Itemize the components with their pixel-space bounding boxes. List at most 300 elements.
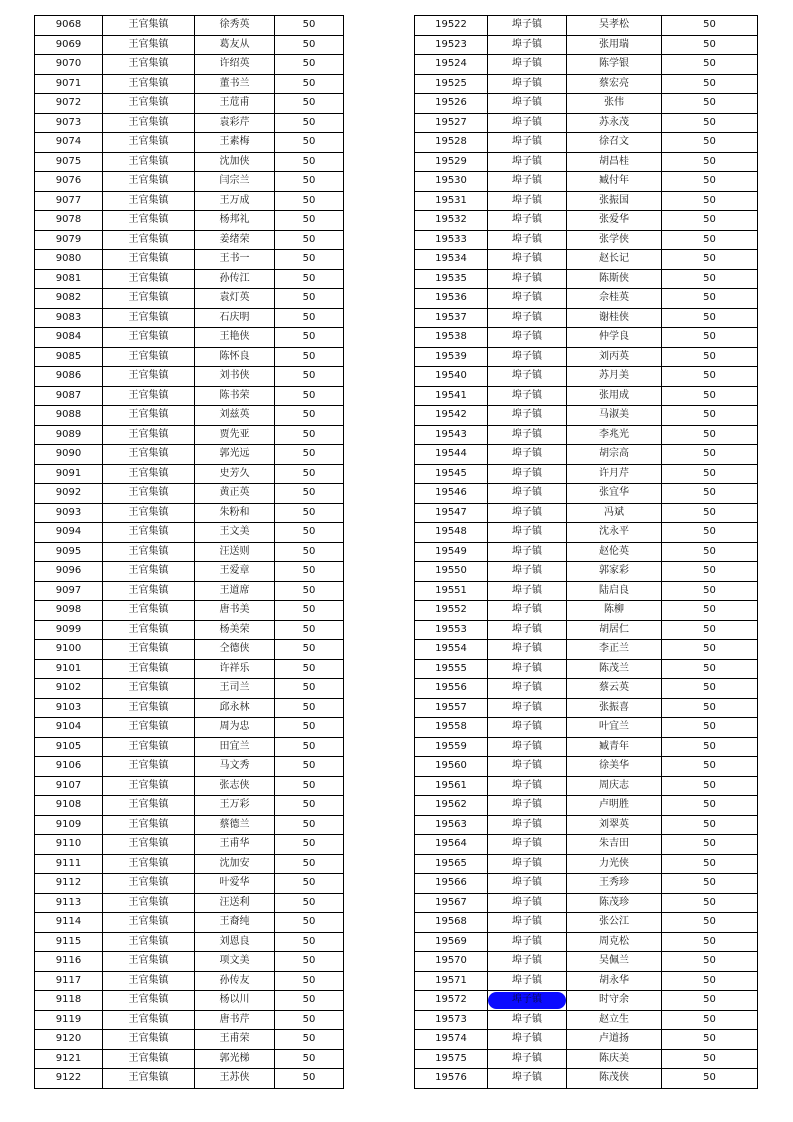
amount-cell: 50 bbox=[275, 776, 344, 796]
person-name-cell: 沈永平 bbox=[567, 523, 662, 543]
record-number-cell: 9092 bbox=[35, 484, 103, 504]
record-number-cell: 9079 bbox=[35, 230, 103, 250]
record-number-cell: 9091 bbox=[35, 464, 103, 484]
table-row bbox=[415, 94, 758, 114]
person-name-cell: 郭家彩 bbox=[567, 562, 662, 582]
amount-cell: 50 bbox=[662, 718, 758, 738]
record-number-cell: 19572 bbox=[415, 991, 488, 1011]
amount-cell: 50 bbox=[662, 133, 758, 153]
amount-cell: 50 bbox=[662, 211, 758, 231]
table-row bbox=[35, 523, 344, 543]
record-number-cell: 19541 bbox=[415, 386, 488, 406]
town-cell: 王官集镇 bbox=[103, 425, 195, 445]
person-name-cell: 黄正英 bbox=[195, 484, 275, 504]
table-row bbox=[415, 211, 758, 231]
record-number-cell: 9089 bbox=[35, 425, 103, 445]
amount-cell: 50 bbox=[275, 854, 344, 874]
person-name-cell: 周庆志 bbox=[567, 776, 662, 796]
amount-cell: 50 bbox=[662, 679, 758, 699]
person-name-cell: 姜绪荣 bbox=[195, 230, 275, 250]
town-cell: 埠子镇 bbox=[488, 230, 567, 250]
town-cell bbox=[488, 991, 567, 1011]
town-cell: 埠子镇 bbox=[488, 620, 567, 640]
town-cell: 王官集镇 bbox=[103, 991, 195, 1011]
amount-cell: 50 bbox=[662, 757, 758, 777]
town-cell: 王官集镇 bbox=[103, 523, 195, 543]
table-row bbox=[415, 386, 758, 406]
amount-cell: 50 bbox=[275, 289, 344, 309]
table-row bbox=[35, 971, 344, 991]
amount-cell: 50 bbox=[662, 913, 758, 933]
person-name-cell: 卢明胜 bbox=[567, 796, 662, 816]
amount-cell: 50 bbox=[275, 55, 344, 75]
record-number-cell: 19550 bbox=[415, 562, 488, 582]
person-name-cell: 汪送利 bbox=[195, 893, 275, 913]
town-cell: 王官集镇 bbox=[103, 932, 195, 952]
record-number-cell: 9068 bbox=[35, 16, 103, 36]
table-row bbox=[415, 152, 758, 172]
town-cell: 埠子镇 bbox=[488, 815, 567, 835]
person-name-cell: 张振国 bbox=[567, 191, 662, 211]
town-cell: 王官集镇 bbox=[103, 718, 195, 738]
record-number-cell: 19564 bbox=[415, 835, 488, 855]
amount-cell: 50 bbox=[662, 464, 758, 484]
table-row bbox=[415, 172, 758, 192]
amount-cell: 50 bbox=[275, 367, 344, 387]
record-number-cell: 19551 bbox=[415, 581, 488, 601]
record-number-cell: 19538 bbox=[415, 328, 488, 348]
record-number-cell: 19536 bbox=[415, 289, 488, 309]
record-number-cell: 19522 bbox=[415, 16, 488, 36]
amount-cell: 50 bbox=[275, 640, 344, 660]
amount-cell: 50 bbox=[275, 503, 344, 523]
table-row bbox=[35, 74, 344, 94]
town-cell: 王官集镇 bbox=[103, 815, 195, 835]
town-cell: 王官集镇 bbox=[103, 445, 195, 465]
record-number-cell: 19560 bbox=[415, 757, 488, 777]
person-name-cell: 陈茂珍 bbox=[567, 893, 662, 913]
person-name-cell: 时守余 bbox=[567, 991, 662, 1011]
record-number-cell: 19552 bbox=[415, 601, 488, 621]
record-number-cell: 19567 bbox=[415, 893, 488, 913]
town-cell: 王官集镇 bbox=[103, 211, 195, 231]
town-cell: 王官集镇 bbox=[103, 796, 195, 816]
town-cell: 埠子镇 bbox=[488, 581, 567, 601]
table-row bbox=[35, 581, 344, 601]
table-row bbox=[415, 425, 758, 445]
record-number-cell: 19529 bbox=[415, 152, 488, 172]
table-row bbox=[415, 464, 758, 484]
record-number-cell: 9121 bbox=[35, 1049, 103, 1069]
record-number-cell: 9114 bbox=[35, 913, 103, 933]
person-name-cell: 佘桂英 bbox=[567, 289, 662, 309]
town-cell: 埠子镇 bbox=[488, 347, 567, 367]
amount-cell: 50 bbox=[662, 503, 758, 523]
table-row bbox=[35, 913, 344, 933]
record-number-cell: 9104 bbox=[35, 718, 103, 738]
amount-cell: 50 bbox=[662, 698, 758, 718]
record-number-cell: 19524 bbox=[415, 55, 488, 75]
person-name-cell: 马淑美 bbox=[567, 406, 662, 426]
record-number-cell: 9093 bbox=[35, 503, 103, 523]
person-name-cell: 张志侠 bbox=[195, 776, 275, 796]
record-number-cell: 19527 bbox=[415, 113, 488, 133]
amount-cell: 50 bbox=[275, 94, 344, 114]
amount-cell: 50 bbox=[275, 1049, 344, 1069]
town-cell: 王官集镇 bbox=[103, 1069, 195, 1089]
amount-cell: 50 bbox=[275, 757, 344, 777]
town-cell: 王官集镇 bbox=[103, 659, 195, 679]
town-cell: 埠子镇 bbox=[488, 659, 567, 679]
record-number-cell: 9110 bbox=[35, 835, 103, 855]
person-name-cell: 苏月美 bbox=[567, 367, 662, 387]
record-number-cell: 19575 bbox=[415, 1049, 488, 1069]
town-cell: 王官集镇 bbox=[103, 562, 195, 582]
town-cell: 王官集镇 bbox=[103, 893, 195, 913]
town-cell: 埠子镇 bbox=[488, 835, 567, 855]
table-row bbox=[35, 230, 344, 250]
table-row bbox=[415, 503, 758, 523]
table-row bbox=[35, 308, 344, 328]
table-row bbox=[35, 562, 344, 582]
record-number-cell: 19543 bbox=[415, 425, 488, 445]
town-cell: 埠子镇 bbox=[488, 1049, 567, 1069]
amount-cell: 50 bbox=[662, 172, 758, 192]
person-name-cell: 王司兰 bbox=[195, 679, 275, 699]
table-row bbox=[35, 425, 344, 445]
town-cell: 埠子镇 bbox=[488, 16, 567, 36]
person-name-cell: 石庆明 bbox=[195, 308, 275, 328]
town-cell: 埠子镇 bbox=[488, 367, 567, 387]
person-name-cell: 徐美华 bbox=[567, 757, 662, 777]
table-row bbox=[415, 347, 758, 367]
amount-cell: 50 bbox=[275, 425, 344, 445]
table-row bbox=[415, 367, 758, 387]
amount-cell: 50 bbox=[662, 952, 758, 972]
table-row bbox=[35, 796, 344, 816]
person-name-cell: 赵伦英 bbox=[567, 542, 662, 562]
town-cell: 王官集镇 bbox=[103, 74, 195, 94]
table-row bbox=[415, 620, 758, 640]
record-number-cell: 19548 bbox=[415, 523, 488, 543]
table-row bbox=[35, 815, 344, 835]
table-row bbox=[35, 718, 344, 738]
record-number-cell: 9095 bbox=[35, 542, 103, 562]
amount-cell: 50 bbox=[662, 367, 758, 387]
record-number-cell: 9100 bbox=[35, 640, 103, 660]
town-cell: 王官集镇 bbox=[103, 230, 195, 250]
table-row bbox=[35, 445, 344, 465]
amount-cell: 50 bbox=[275, 308, 344, 328]
table-row bbox=[35, 289, 344, 309]
amount-cell: 50 bbox=[662, 406, 758, 426]
record-number-cell: 19539 bbox=[415, 347, 488, 367]
town-cell: 埠子镇 bbox=[488, 562, 567, 582]
amount-cell: 50 bbox=[662, 113, 758, 133]
amount-cell: 50 bbox=[275, 328, 344, 348]
amount-cell: 50 bbox=[662, 893, 758, 913]
person-name-cell: 董书兰 bbox=[195, 74, 275, 94]
record-number-cell: 19568 bbox=[415, 913, 488, 933]
person-name-cell: 徐秀英 bbox=[195, 16, 275, 36]
town-cell: 埠子镇 bbox=[488, 152, 567, 172]
person-name-cell: 孙传友 bbox=[195, 971, 275, 991]
record-number-cell: 19525 bbox=[415, 74, 488, 94]
record-number-cell: 9115 bbox=[35, 932, 103, 952]
town-cell: 王官集镇 bbox=[103, 464, 195, 484]
person-name-cell: 陈学银 bbox=[567, 55, 662, 75]
town-cell: 埠子镇 bbox=[488, 796, 567, 816]
table-row bbox=[415, 55, 758, 75]
record-number-cell: 9102 bbox=[35, 679, 103, 699]
town-cell: 王官集镇 bbox=[103, 854, 195, 874]
table-row bbox=[415, 250, 758, 270]
person-name-cell: 杨邦礼 bbox=[195, 211, 275, 231]
town-cell: 埠子镇 bbox=[488, 854, 567, 874]
person-name-cell: 王文美 bbox=[195, 523, 275, 543]
record-number-cell: 9081 bbox=[35, 269, 103, 289]
table-row bbox=[415, 1030, 758, 1050]
person-name-cell: 谢桂侠 bbox=[567, 308, 662, 328]
amount-cell: 50 bbox=[275, 874, 344, 894]
record-number-cell: 9111 bbox=[35, 854, 103, 874]
town-cell: 王官集镇 bbox=[103, 503, 195, 523]
record-number-cell: 9103 bbox=[35, 698, 103, 718]
record-number-cell: 9112 bbox=[35, 874, 103, 894]
person-name-cell: 马文秀 bbox=[195, 757, 275, 777]
town-cell: 王官集镇 bbox=[103, 386, 195, 406]
amount-cell: 50 bbox=[662, 35, 758, 55]
town-cell: 埠子镇 bbox=[488, 893, 567, 913]
record-number-cell: 9099 bbox=[35, 620, 103, 640]
person-name-cell: 胡永华 bbox=[567, 971, 662, 991]
amount-cell: 50 bbox=[275, 1010, 344, 1030]
table-row bbox=[35, 854, 344, 874]
table-row bbox=[415, 854, 758, 874]
record-number-cell: 9080 bbox=[35, 250, 103, 270]
table-row bbox=[415, 191, 758, 211]
record-number-cell: 9116 bbox=[35, 952, 103, 972]
person-name-cell: 张学侠 bbox=[567, 230, 662, 250]
amount-cell: 50 bbox=[662, 269, 758, 289]
amount-cell: 50 bbox=[275, 191, 344, 211]
table-row bbox=[35, 367, 344, 387]
town-cell: 埠子镇 bbox=[488, 757, 567, 777]
table-row bbox=[35, 1069, 344, 1089]
person-name-cell: 唐书美 bbox=[195, 601, 275, 621]
amount-cell: 50 bbox=[275, 113, 344, 133]
record-number-cell: 19523 bbox=[415, 35, 488, 55]
person-name-cell: 胡昌桂 bbox=[567, 152, 662, 172]
person-name-cell: 陈斯侠 bbox=[567, 269, 662, 289]
record-number-cell: 19546 bbox=[415, 484, 488, 504]
record-number-cell: 9108 bbox=[35, 796, 103, 816]
town-cell: 埠子镇 bbox=[488, 113, 567, 133]
town-cell: 埠子镇 bbox=[488, 776, 567, 796]
town-cell: 埠子镇 bbox=[488, 932, 567, 952]
amount-cell: 50 bbox=[662, 815, 758, 835]
table-row bbox=[35, 659, 344, 679]
town-cell: 埠子镇 bbox=[488, 913, 567, 933]
amount-cell: 50 bbox=[275, 932, 344, 952]
table-row bbox=[35, 464, 344, 484]
table-row bbox=[35, 991, 344, 1011]
person-name-cell: 蔡云英 bbox=[567, 679, 662, 699]
person-name-cell: 王苏侠 bbox=[195, 1069, 275, 1089]
amount-cell: 50 bbox=[662, 289, 758, 309]
town-cell: 王官集镇 bbox=[103, 152, 195, 172]
table-row bbox=[35, 191, 344, 211]
table-row bbox=[35, 679, 344, 699]
record-number-cell: 9086 bbox=[35, 367, 103, 387]
person-name-cell: 郭光远 bbox=[195, 445, 275, 465]
record-number-cell: 19537 bbox=[415, 308, 488, 328]
amount-cell: 50 bbox=[662, 542, 758, 562]
table-row bbox=[415, 971, 758, 991]
amount-cell: 50 bbox=[662, 737, 758, 757]
person-name-cell: 项文美 bbox=[195, 952, 275, 972]
amount-cell: 50 bbox=[662, 971, 758, 991]
amount-cell: 50 bbox=[275, 893, 344, 913]
person-name-cell: 仝德侠 bbox=[195, 640, 275, 660]
amount-cell: 50 bbox=[275, 464, 344, 484]
amount-cell: 50 bbox=[662, 796, 758, 816]
person-name-cell: 周克松 bbox=[567, 932, 662, 952]
amount-cell: 50 bbox=[275, 620, 344, 640]
person-name-cell: 沈加安 bbox=[195, 854, 275, 874]
town-cell: 王官集镇 bbox=[103, 113, 195, 133]
town-cell: 埠子镇 bbox=[488, 269, 567, 289]
town-cell: 埠子镇 bbox=[488, 523, 567, 543]
town-cell: 王官集镇 bbox=[103, 308, 195, 328]
town-cell: 埠子镇 bbox=[488, 952, 567, 972]
town-cell: 王官集镇 bbox=[103, 191, 195, 211]
amount-cell: 50 bbox=[275, 484, 344, 504]
person-name-cell: 王甫华 bbox=[195, 835, 275, 855]
record-number-cell: 19553 bbox=[415, 620, 488, 640]
table-row bbox=[415, 542, 758, 562]
table-row bbox=[35, 211, 344, 231]
amount-cell: 50 bbox=[275, 386, 344, 406]
town-cell: 王官集镇 bbox=[103, 269, 195, 289]
person-name-cell: 王万成 bbox=[195, 191, 275, 211]
amount-cell: 50 bbox=[662, 1010, 758, 1030]
amount-cell: 50 bbox=[275, 211, 344, 231]
table-row bbox=[35, 893, 344, 913]
amount-cell: 50 bbox=[275, 562, 344, 582]
town-cell: 王官集镇 bbox=[103, 581, 195, 601]
town-cell: 王官集镇 bbox=[103, 94, 195, 114]
table-row bbox=[35, 55, 344, 75]
record-number-cell: 19569 bbox=[415, 932, 488, 952]
town-cell: 王官集镇 bbox=[103, 35, 195, 55]
person-name-cell: 唐书芹 bbox=[195, 1010, 275, 1030]
table-row bbox=[35, 640, 344, 660]
table-row bbox=[35, 503, 344, 523]
person-name-cell: 力光侠 bbox=[567, 854, 662, 874]
amount-cell: 50 bbox=[275, 445, 344, 465]
person-name-cell: 吴孝松 bbox=[567, 16, 662, 36]
table-row bbox=[35, 835, 344, 855]
person-name-cell: 王爱章 bbox=[195, 562, 275, 582]
amount-cell: 50 bbox=[662, 776, 758, 796]
person-name-cell: 刘书侠 bbox=[195, 367, 275, 387]
person-name-cell: 王素梅 bbox=[195, 133, 275, 153]
record-number-cell: 9075 bbox=[35, 152, 103, 172]
person-name-cell: 杨美荣 bbox=[195, 620, 275, 640]
amount-cell: 50 bbox=[662, 445, 758, 465]
town-cell: 王官集镇 bbox=[103, 620, 195, 640]
record-number-cell: 9082 bbox=[35, 289, 103, 309]
person-name-cell: 陈书荣 bbox=[195, 386, 275, 406]
town-cell: 埠子镇 bbox=[488, 718, 567, 738]
person-name-cell: 张用成 bbox=[567, 386, 662, 406]
table-row bbox=[415, 640, 758, 660]
record-number-cell: 9101 bbox=[35, 659, 103, 679]
amount-cell: 50 bbox=[275, 523, 344, 543]
record-number-cell: 19540 bbox=[415, 367, 488, 387]
amount-cell: 50 bbox=[662, 932, 758, 952]
amount-cell: 50 bbox=[662, 16, 758, 36]
record-number-cell: 9098 bbox=[35, 601, 103, 621]
record-number-cell: 9096 bbox=[35, 562, 103, 582]
town-cell: 埠子镇 bbox=[488, 1030, 567, 1050]
amount-cell: 50 bbox=[662, 562, 758, 582]
table-row bbox=[415, 698, 758, 718]
person-name-cell: 刘恩良 bbox=[195, 932, 275, 952]
amount-cell: 50 bbox=[662, 581, 758, 601]
town-cell: 王官集镇 bbox=[103, 1010, 195, 1030]
town-cell: 王官集镇 bbox=[103, 640, 195, 660]
amount-cell: 50 bbox=[275, 737, 344, 757]
record-number-cell: 19562 bbox=[415, 796, 488, 816]
amount-cell: 50 bbox=[662, 1069, 758, 1089]
town-cell: 埠子镇 bbox=[488, 425, 567, 445]
table-row bbox=[35, 113, 344, 133]
table-row bbox=[415, 523, 758, 543]
town-cell: 埠子镇 bbox=[488, 542, 567, 562]
town-cell: 埠子镇 bbox=[488, 445, 567, 465]
record-number-cell: 19530 bbox=[415, 172, 488, 192]
person-name-cell: 李正兰 bbox=[567, 640, 662, 660]
person-name-cell: 刘兹英 bbox=[195, 406, 275, 426]
record-number-cell: 19574 bbox=[415, 1030, 488, 1050]
town-cell: 王官集镇 bbox=[103, 347, 195, 367]
record-number-cell: 19573 bbox=[415, 1010, 488, 1030]
town-cell: 埠子镇 bbox=[488, 328, 567, 348]
person-name-cell: 刘丙英 bbox=[567, 347, 662, 367]
table-row bbox=[35, 406, 344, 426]
person-name-cell: 徐召文 bbox=[567, 133, 662, 153]
amount-cell: 50 bbox=[275, 1030, 344, 1050]
town-cell: 王官集镇 bbox=[103, 913, 195, 933]
town-cell: 王官集镇 bbox=[103, 971, 195, 991]
amount-cell: 50 bbox=[275, 230, 344, 250]
person-name-cell: 叶宜兰 bbox=[567, 718, 662, 738]
person-name-cell: 王秀珍 bbox=[567, 874, 662, 894]
record-number-cell: 19561 bbox=[415, 776, 488, 796]
amount-cell: 50 bbox=[662, 230, 758, 250]
town-cell: 埠子镇 bbox=[488, 289, 567, 309]
record-number-cell: 9085 bbox=[35, 347, 103, 367]
person-name-cell: 朱粉和 bbox=[195, 503, 275, 523]
person-name-cell: 蔡德兰 bbox=[195, 815, 275, 835]
record-number-cell: 9084 bbox=[35, 328, 103, 348]
person-name-cell: 陈茂兰 bbox=[567, 659, 662, 679]
amount-cell: 50 bbox=[275, 16, 344, 36]
person-name-cell: 李兆光 bbox=[567, 425, 662, 445]
record-number-cell: 19531 bbox=[415, 191, 488, 211]
